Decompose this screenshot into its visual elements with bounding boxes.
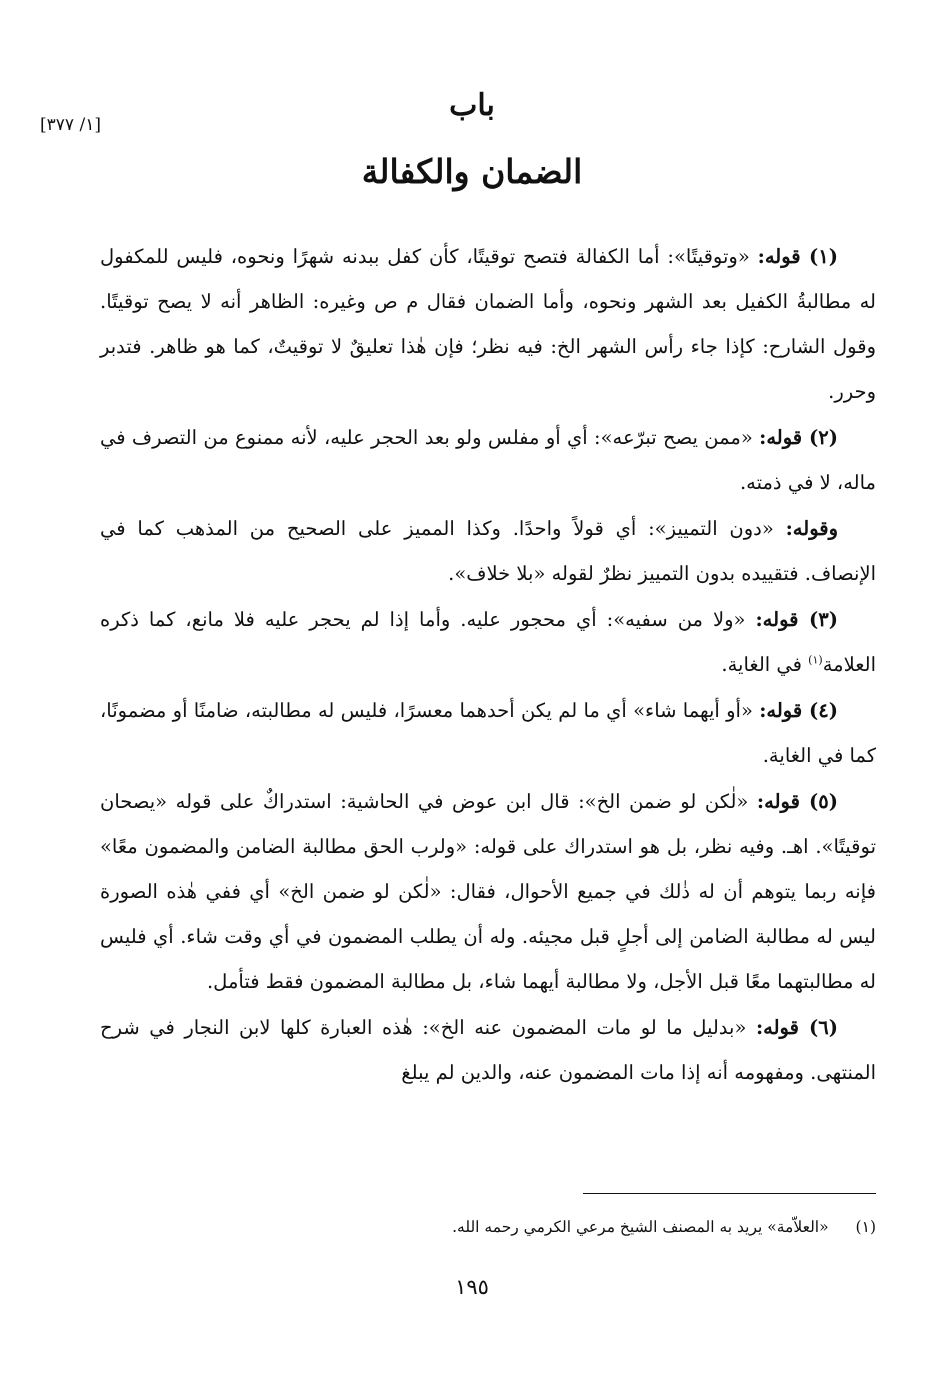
paragraph-2 (100, 415, 876, 505)
paragraph-text-continued: في الغاية. (721, 653, 809, 676)
footnote-marker[interactable]: (١) (808, 653, 823, 667)
paragraph-5 (100, 688, 876, 778)
paragraph-text: «لٰكن لو ضمن الخ»: قال ابن عوض في الحاشية: استدراكٌ على قوله «يصحان توقيتًا». اهـ. وفيه نظر، بل هو استدراك على قوله: «ولرب الحق مطالبة الضامن والمضمون معًا» فإنه ربما يتوهم أن له ذٰلك في جميع الأحوال، فقال: «لٰكن لو ضمن الخ» أي ففي هٰذه الصورة ليس له مطالبة الضامن إلى أجلٍ قبل مجيئه. وله أن يطلب المضمون في أي وقت شاء. أي فليس له مطالبتهما معًا قبل الأجل، ولا مطالبة أيهما شاء، بل مطالبة المضمون فقط فتأمل. (100, 790, 876, 993)
footnote-divider (583, 1193, 876, 1194)
paragraph-label: (٣) قوله: (755, 608, 838, 631)
footnote (100, 1218, 876, 1236)
chapter-title: الضمان والكفالة (361, 152, 583, 191)
paragraph-label: وقوله: (785, 517, 838, 540)
paragraph-7 (100, 1005, 876, 1095)
paragraph-label: (٥) قوله: (756, 790, 838, 813)
paragraph-label: (١) قوله: (757, 245, 838, 268)
paragraph-label: (٤) قوله: (759, 699, 838, 722)
paragraph-3 (100, 506, 876, 596)
paragraph-label: (٢) قوله: (759, 426, 838, 449)
paragraph-6 (100, 779, 876, 1004)
page-number: ١٩٥ (455, 1275, 489, 1299)
paragraph-label: (٦) قوله: (755, 1016, 838, 1039)
footnote-number: (١) (855, 1218, 876, 1236)
paragraph-text: «ممن يصح تبرّعه»: أي أو مفلس ولو بعد الحجر عليه، لأنه ممنوع من التصرف في ماله، لا في ذمته. (100, 426, 876, 494)
paragraph-text: «أو أيهما شاء» أي ما لم يكن أحدهما معسرًا، فليس له مطالبته، ضامنًا أو مضمونًا، كما في الغاية. (100, 699, 876, 767)
paragraph-text: «بدليل ما لو مات المضمون عنه الخ»: هٰذه العبارة كلها لابن النجار في شرح المنتهى. ومفهومه أنه إذا مات المضمون عنه، والدين لم يبلغ (100, 1016, 876, 1084)
paragraph-text: «ولا من سفيه»: أي محجور عليه. وأما إذا لم يحجر عليه فلا مانع، كما ذكره العلامة (100, 608, 876, 676)
paragraph-text: «وتوقيتًا»: أما الكفالة فتصح توقيتًا، كأن كفل ببدنه شهرًا ونحوه، فليس للمكفول له مطالبةُ الكفيل بعد الشهر ونحوه، وأما الضمان فقال م ص وغيره: الظاهر أنه لا يصح توقيتًا. وقول الشارح: كإذا جاء رأس الشهر الخ: فيه نظر؛ فإن هٰذا تعليقٌ لا توقيتٌ، كما هو ظاهر. فتدبر وحرر. (100, 245, 876, 403)
page-reference: [١/ ٣٧٧] (40, 115, 101, 135)
body-text (100, 234, 876, 1096)
paragraph-text: «دون التمييز»: أي قولاً واحدًا. وكذا المميز على الصحيح من المذهب كما في الإنصاف. فتقييده بدون التمييز نظرٌ لقوله «بلا خلاف». (100, 517, 876, 585)
paragraph-4 (100, 597, 876, 687)
footnote-text: «العلاّمة» يريد به المصنف الشيخ مرعي الكرمي رحمه الله. (452, 1218, 829, 1236)
chapter-heading: باب (449, 88, 495, 123)
paragraph-1 (100, 234, 876, 414)
